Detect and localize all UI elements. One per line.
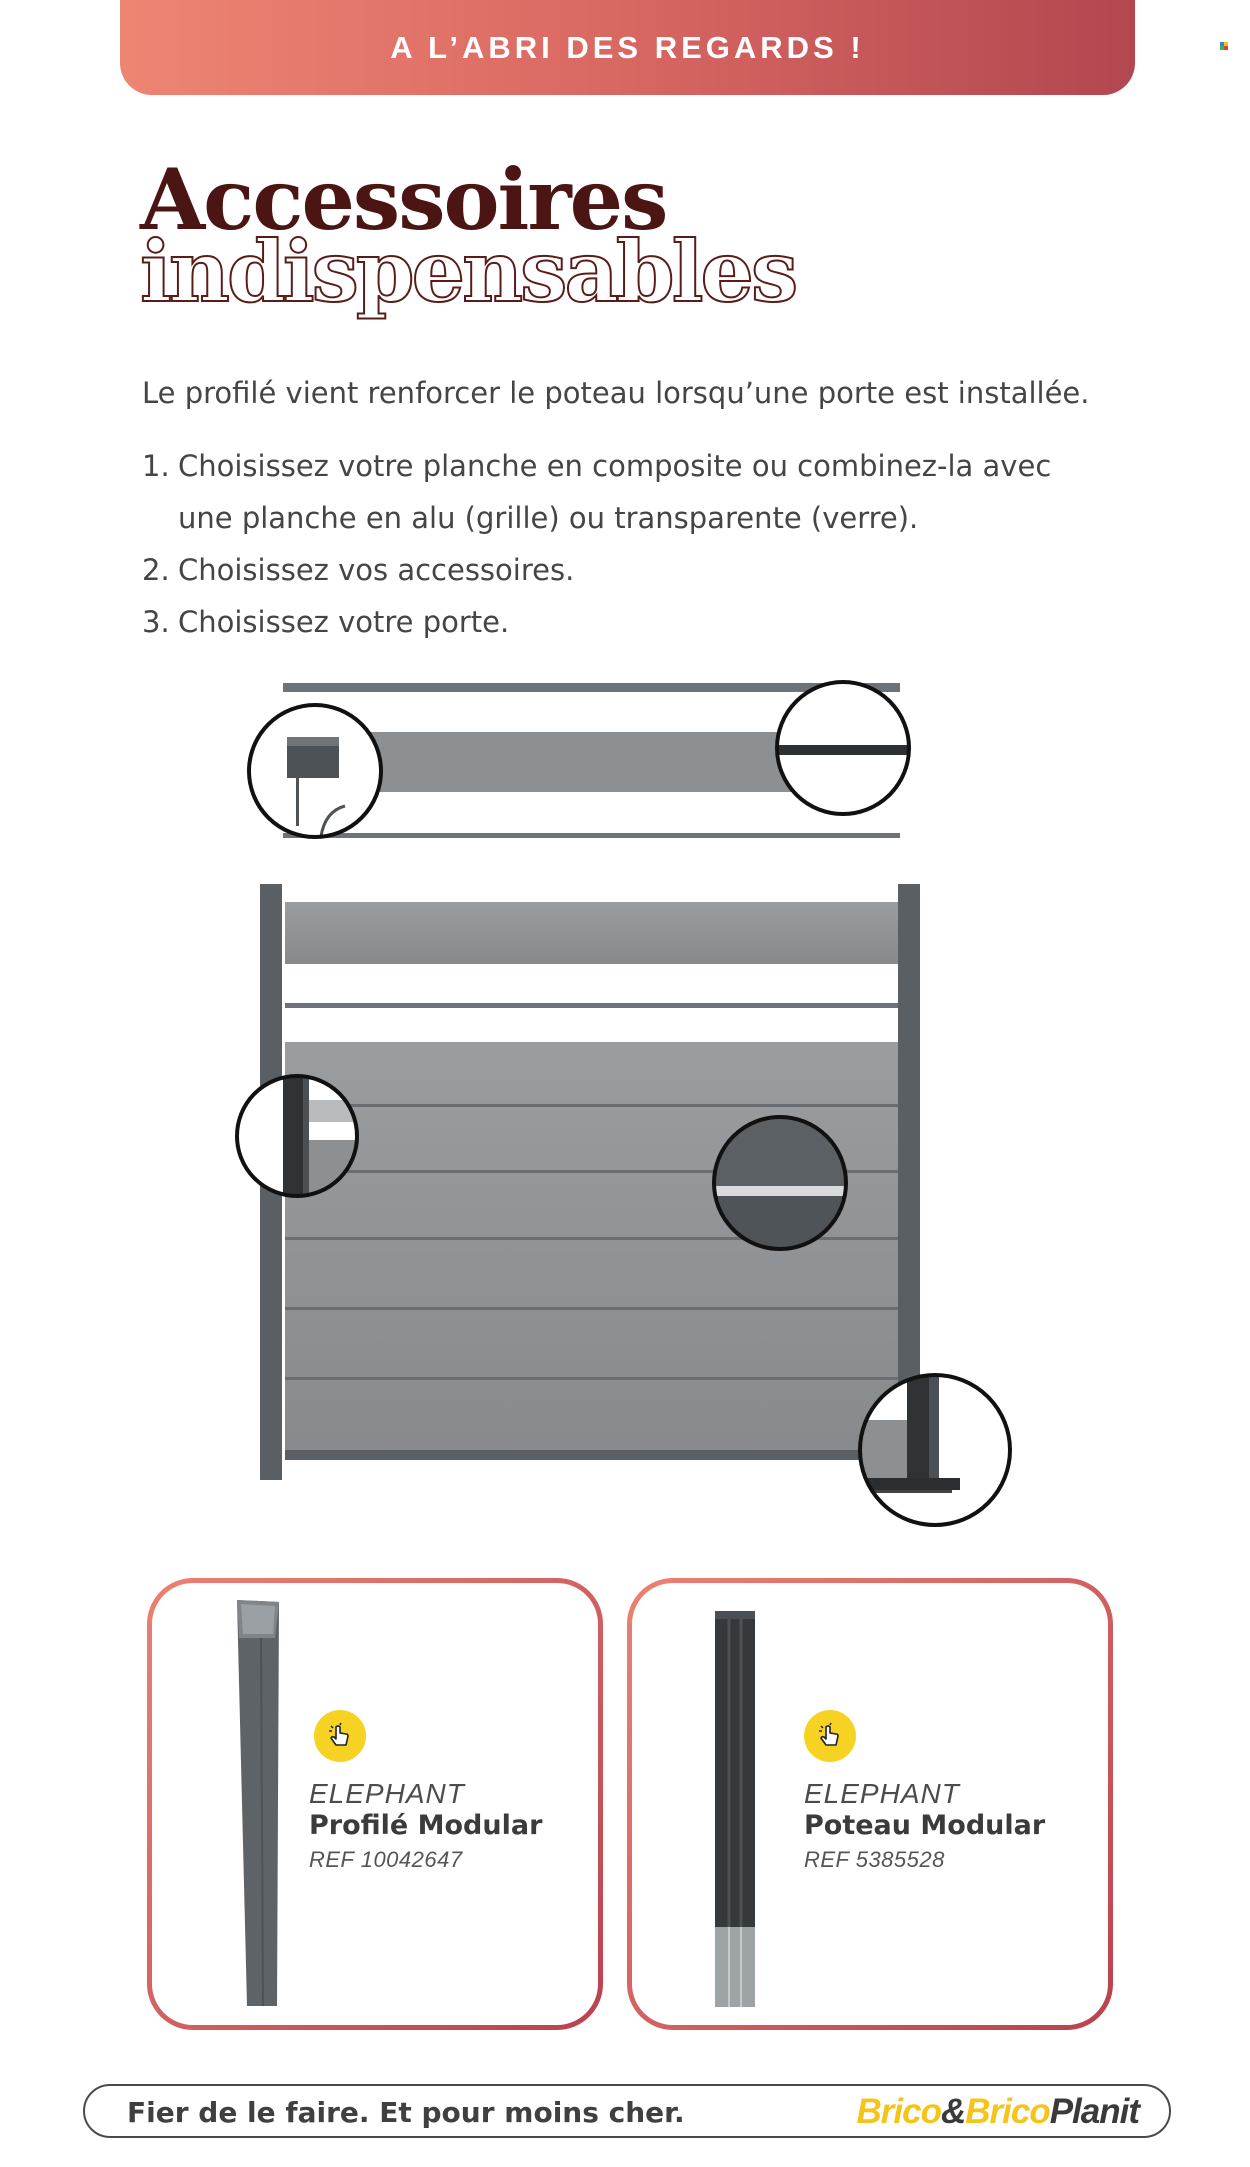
footer-bar: [83, 2084, 1171, 2138]
intro-text: Le profilé vient renforcer le poteau lorsqu’une porte est installée.: [142, 376, 1090, 410]
footer-slogan: Fier de le faire. Et pour moins cher.: [127, 2096, 685, 2129]
steps-list: [142, 440, 1102, 648]
banner-title: A L’ABRI DES REGARDS !: [390, 29, 865, 65]
product-brand: ELEPHANT: [309, 1778, 465, 1809]
header-banner: [120, 0, 1135, 95]
top-plank-part: [345, 732, 825, 792]
heading-line-1: Accessoires: [140, 150, 667, 249]
heading-line-2: indispensables: [140, 222, 796, 321]
tap-hand-icon[interactable]: [314, 1710, 366, 1762]
product-name: Poteau Modular: [804, 1810, 1046, 1841]
profile-product-image: [227, 1598, 297, 2010]
product-ref: REF 10042647: [309, 1847, 463, 1872]
brand-logo[interactable]: Brico&BricoPlanit: [856, 2092, 1139, 2131]
post-base-zoom: [858, 1375, 1010, 1525]
joint-detail-zoom: [775, 682, 915, 814]
step-item: 2. Choisissez vos accessoires.: [142, 553, 575, 587]
corner-mark-icon: [1220, 42, 1228, 50]
bottom-rail-part: [283, 833, 900, 838]
product-name: Profilé Modular: [309, 1810, 543, 1841]
tap-hand-icon[interactable]: [804, 1710, 856, 1762]
product-card-profile[interactable]: [147, 1578, 603, 2030]
product-ref: REF 5385528: [804, 1847, 945, 1872]
post-product-image: [707, 1607, 767, 2011]
step-item: 3. Choisissez votre porte.: [142, 605, 510, 639]
step-item: 1. Choisissez votre planche en composite ou combinez-la avec une planche en alu (grille) ou transparente (verre).: [142, 449, 1052, 535]
product-card-post[interactable]: [627, 1578, 1113, 2030]
product-brand: ELEPHANT: [804, 1778, 960, 1809]
